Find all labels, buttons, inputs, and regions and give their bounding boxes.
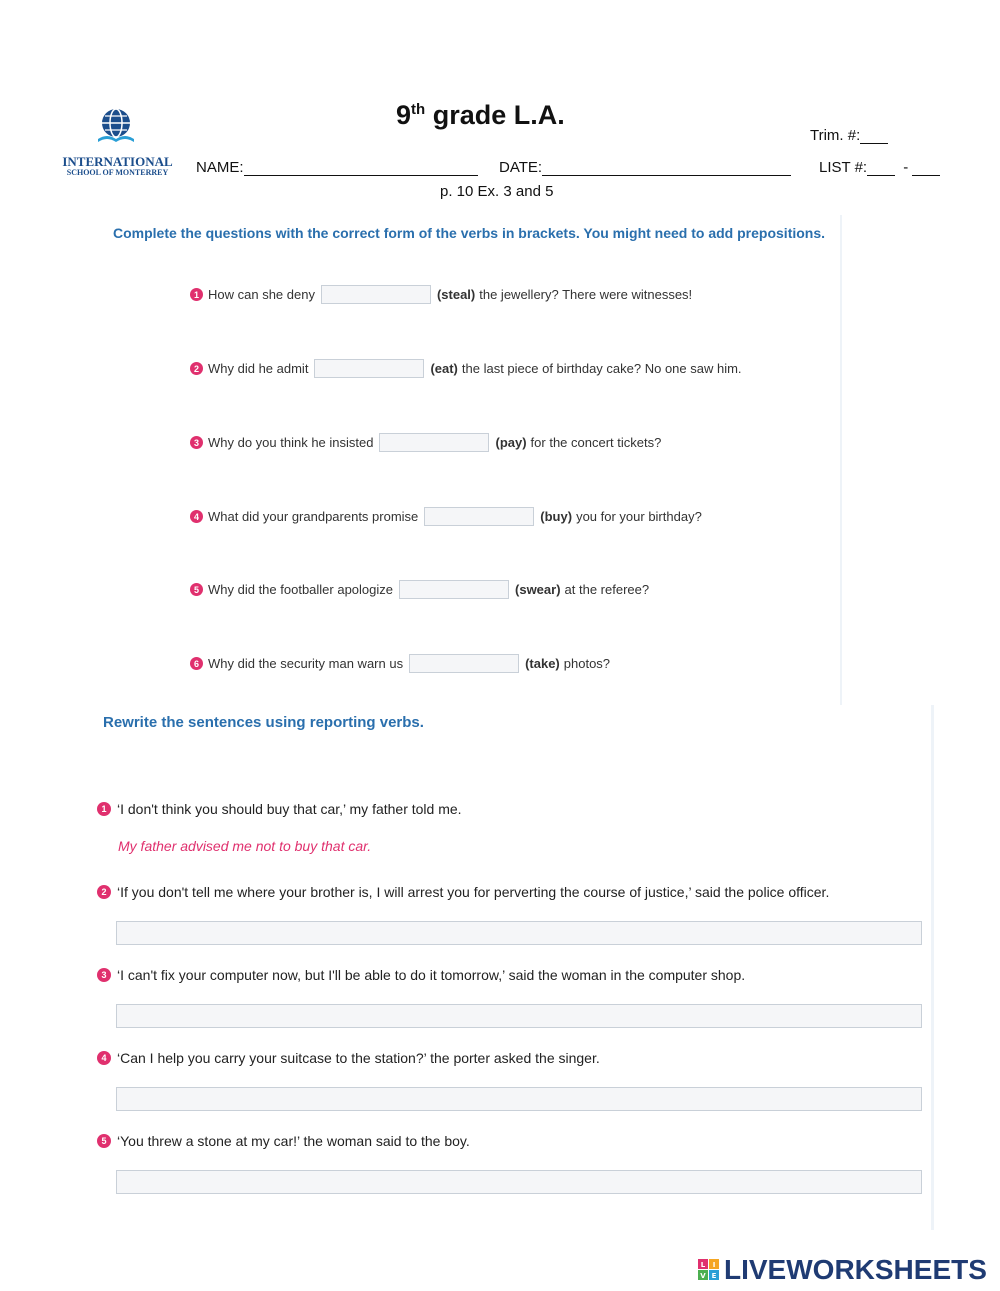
answer-gap-3[interactable] [379, 433, 489, 452]
pages-reference: p. 10 Ex. 3 and 5 [440, 183, 554, 200]
item-number-badge: 5 [97, 1134, 111, 1148]
verb-hint: (steal) [436, 287, 476, 302]
item-number-badge: 2 [190, 362, 203, 375]
ex1-item-6 [190, 654, 610, 673]
example-answer: My father advised me not to buy that car. [118, 838, 372, 854]
verb-hint: (take) [525, 656, 560, 671]
exercise2-panel-edge [931, 705, 934, 1230]
item-text-before: Why did the footballer apologize [208, 582, 394, 597]
school-name-line1: INTERNATIONAL [62, 154, 173, 169]
ex1-item-4 [190, 507, 702, 526]
answer-gap-4[interactable] [424, 507, 534, 526]
item-text-after: you for your birthday? [576, 509, 702, 524]
liveworksheets-brand: LIVEWORKSHEETS [724, 1254, 987, 1285]
item-text-before: What did your grandparents promise [208, 509, 419, 524]
exercise1-instruction: Complete the questions with the correct form of the verbs in brackets. You might need to add prepositions. [113, 225, 826, 241]
item-text-before: Why did he admit [208, 361, 309, 376]
item-text-after: the jewellery? There were witnesses! [479, 287, 693, 302]
item-sentence: ‘Can I help you carry your suitcase to the station?’ the porter asked the singer. [117, 1050, 600, 1066]
liveworksheets-icon [698, 1259, 720, 1281]
ex1-item-5 [190, 580, 649, 599]
icon-letter-l: L [700, 1261, 706, 1269]
verb-hint: (swear) [515, 582, 561, 597]
exercise1-panel-edge [840, 215, 842, 705]
item-number-badge: 5 [190, 583, 203, 596]
ex2-item-5 [97, 1133, 470, 1149]
date-label: DATE: [499, 159, 543, 176]
trim-field [810, 127, 888, 144]
item-number-badge: 3 [190, 436, 203, 449]
date-line[interactable] [542, 159, 791, 176]
item-number-badge: 2 [97, 885, 111, 899]
item-text-after: the last piece of birthday cake? No one saw him. [461, 361, 742, 376]
name-field [196, 159, 478, 176]
icon-letter-e: E [711, 1272, 717, 1280]
item-number-badge: 6 [190, 657, 203, 670]
name-label: NAME: [196, 159, 244, 176]
list-label: LIST #: [819, 159, 868, 176]
item-number-badge: 1 [97, 802, 111, 816]
answer-gap-5[interactable] [399, 580, 509, 599]
ex1-item-1 [190, 285, 692, 304]
rewrite-answer-input-3[interactable] [116, 1004, 922, 1028]
item-text-before: Why did the security man warn us [208, 656, 404, 671]
verb-hint: (buy) [540, 509, 573, 524]
verb-hint: (eat) [430, 361, 458, 376]
exercise2-instruction: Rewrite the sentences using reporting verbs. [103, 714, 424, 731]
item-text-after: photos? [563, 656, 611, 671]
trim-label: Trim. #: [810, 127, 861, 144]
item-number-badge: 1 [190, 288, 203, 301]
ex2-item-4 [97, 1050, 600, 1066]
list-field [819, 159, 940, 176]
item-sentence: ‘I don't think you should buy that car,’ my father told me. [117, 801, 462, 817]
ex1-item-3 [190, 433, 661, 452]
answer-gap-6[interactable] [409, 654, 519, 673]
item-sentence: ‘I can't fix your computer now, but I'll be able to do it tomorrow,’ said the woman in the computer shop. [117, 967, 746, 983]
rewrite-answer-input-4[interactable] [116, 1087, 922, 1111]
icon-letter-v: V [700, 1272, 706, 1280]
item-number-badge: 4 [190, 510, 203, 523]
item-text-before: Why do you think he insisted [208, 435, 374, 450]
item-text-before: How can she deny [208, 287, 315, 302]
trim-line[interactable] [860, 127, 888, 144]
answer-gap-2[interactable] [314, 359, 424, 378]
item-text-after: at the referee? [564, 582, 650, 597]
item-number-badge: 3 [97, 968, 111, 982]
item-number-badge: 4 [97, 1051, 111, 1065]
item-sentence: ‘If you don't tell me where your brother is, I will arrest you for perverting the course of justice,’ said the police officer. [117, 884, 830, 900]
globe-book-icon [96, 105, 136, 145]
page-title: 9th grade L.A. [396, 100, 565, 130]
verb-hint: (pay) [495, 435, 527, 450]
name-line[interactable] [244, 159, 478, 176]
answer-gap-1[interactable] [321, 285, 431, 304]
school-name-line2: SCHOOL OF MONTERREY [66, 168, 169, 177]
ex1-item-2 [190, 359, 742, 378]
ex2-item-2 [97, 884, 829, 900]
item-text-after: for the concert tickets? [530, 435, 662, 450]
rewrite-answer-input-5[interactable] [116, 1170, 922, 1194]
item-sentence: ‘You threw a stone at my car!’ the woman said to the boy. [117, 1133, 470, 1149]
list-line-2[interactable] [912, 159, 940, 176]
date-field [499, 159, 791, 176]
icon-letter-i: I [712, 1261, 716, 1269]
list-dash: - [903, 159, 909, 176]
rewrite-answer-input-2[interactable] [116, 921, 922, 945]
ex2-item-1 [97, 801, 462, 817]
list-line-1[interactable] [867, 159, 895, 176]
ex2-item-3 [97, 967, 745, 983]
